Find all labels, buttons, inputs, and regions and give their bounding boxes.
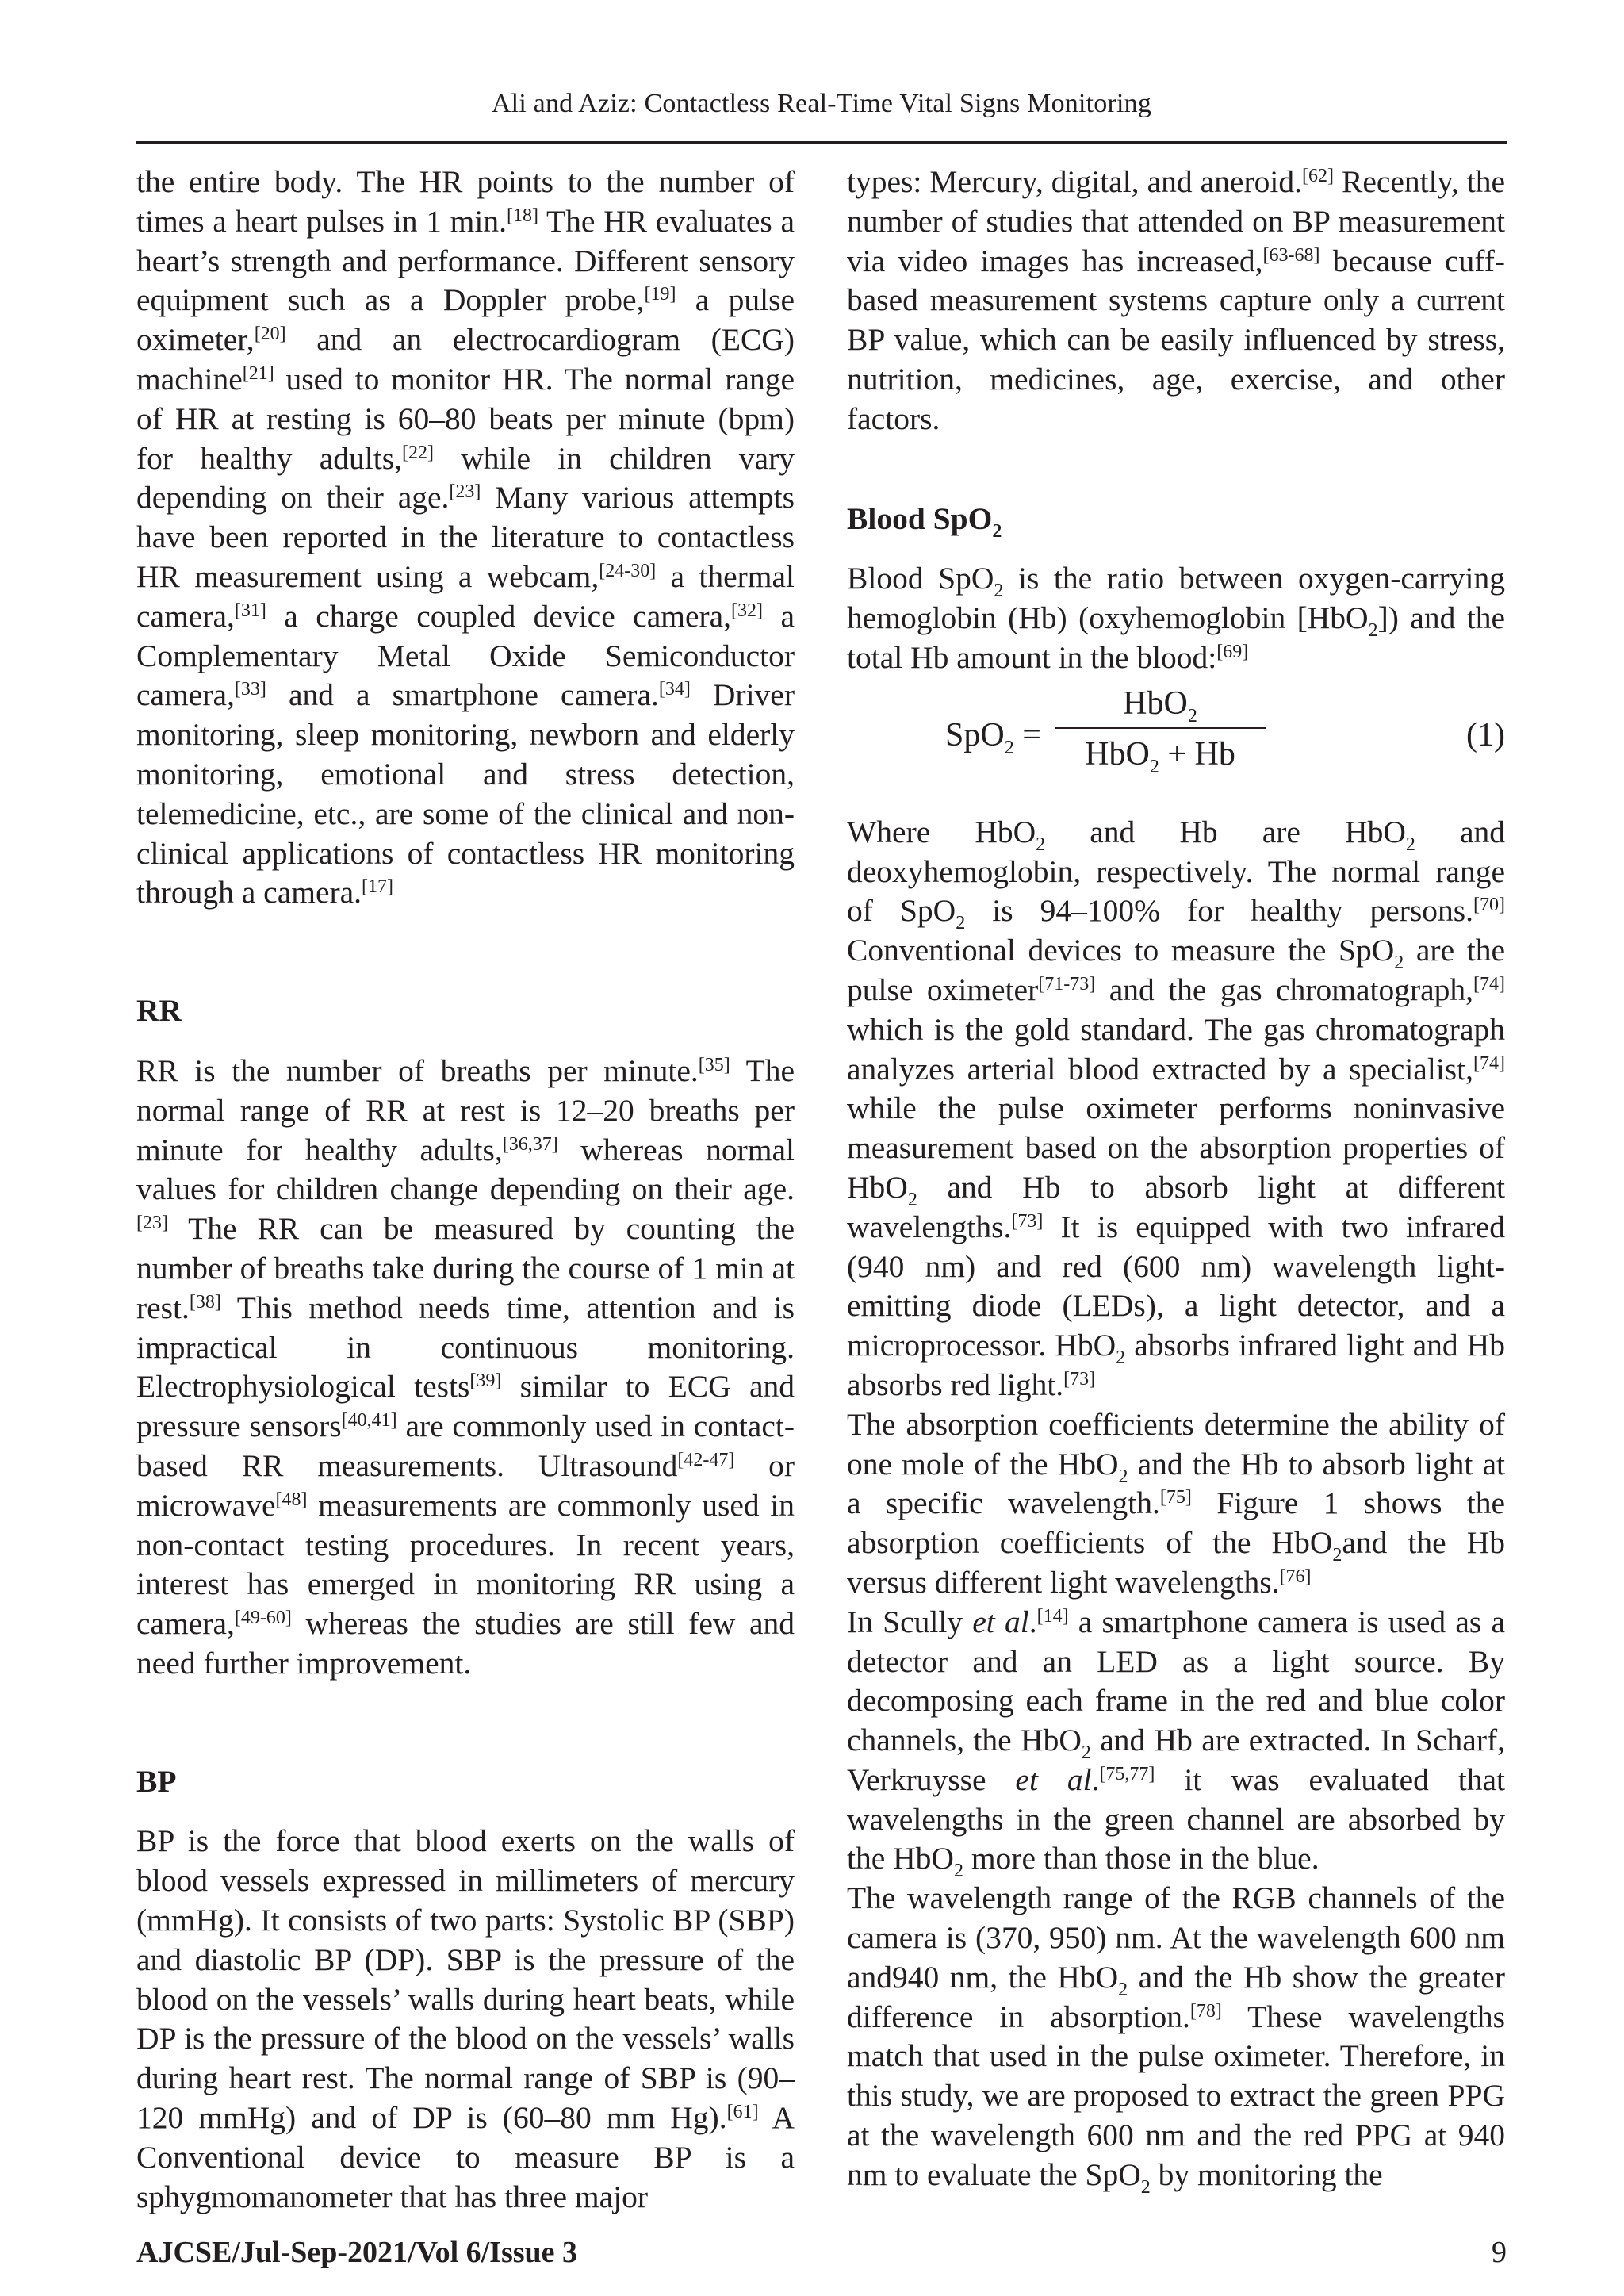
- citation: [38]: [189, 1291, 221, 1313]
- paragraph-absorption: The absorption coefficients determine the ability of one mole of the HbO$_2$ and the Hb to absorb light at a specific wavelength.[75] Figure 1 shows the absorption coefficients of the HbO$_2$and the Hb versus different light wavelengths.[76]: [847, 1406, 1505, 1600]
- paragraph-spo2-def: Blood SpO$_2$ is the ratio between oxygen-carrying hemoglobin (Hb) (oxyhemoglobin [HbO$_2$]) and the total Hb amount in the blood:[69]: [847, 561, 1505, 675]
- citation: [73]: [1063, 1368, 1096, 1389]
- citation: [35]: [698, 1054, 730, 1075]
- citation: [18]: [507, 205, 538, 226]
- citation: [23]: [136, 1213, 168, 1234]
- citation: [49-60]: [234, 1608, 292, 1629]
- citation: [31]: [234, 600, 266, 621]
- citation: [20]: [254, 324, 286, 345]
- header-rule: [136, 141, 1507, 144]
- citation: [61]: [726, 2102, 759, 2123]
- citation: [63-68]: [1262, 244, 1320, 266]
- left-column: [136, 163, 795, 2217]
- section-heading-spo2: Blood SpO$_2$: [847, 500, 1002, 542]
- fraction-bar: [1055, 727, 1266, 729]
- paragraph-bp-cont: types: Mercury, digital, and aneroid.[62] Recently, the number of studies that attended on BP measurement via video images has increased,[63-68] because cuff-based measurement systems capture only a current BP value, which can be easily influenced by stress, nutrition, medicines, age, exercise, and other factors.: [847, 164, 1506, 436]
- citation: [23]: [449, 481, 481, 503]
- citation: [14]: [1036, 1605, 1069, 1627]
- section-heading-bp: BP: [136, 1763, 177, 1799]
- citation: [75,77]: [1099, 1763, 1155, 1784]
- paragraph-rgb-wavelength: The wavelength range of the RGB channels of the camera is (370, 950) nm. At the wavelength 600 nm and940 nm, the HbO$_2$ and the Hb show the greater difference in absorption.[78] These wavelengths match that used in the pulse oximeter. Therefore, in this study, we are proposed to extract the green PPG at the wavelength 600 nm and the red PPG at 940 nm to evaluate the SpO$_2$ by monitoring the: [847, 1880, 1505, 2198]
- paragraph-spo2-devices: Where HbO$_2$ and Hb are HbO$_2$ and deoxyhemoglobin, respectively. The normal range of SpO$_2$ is 94–100% for healthy persons.[70] Conventional devices to measure the SpO$_2$ are the pulse oximeter[71-73] and the gas chromatograph,[74] which is the gold standard. The gas chromatograph analyzes arterial blood extracted by a specialist,[74] while the pulse oximeter performs noninvasive measurement based on the absorption properties of HbO$_2$ and Hb to absorb light at different wavelengths.[73] It is equipped with two infrared (940 nm) and red (600 nm) wavelength light-emitting diode (LEDs), a light detector, and a microprocessor. HbO$_2$ absorbs infrared light and Hb absorbs red light.[73]: [847, 814, 1506, 1402]
- citation: [48]: [275, 1489, 308, 1510]
- citation: [42-47]: [677, 1449, 735, 1470]
- equation-1: [847, 681, 1505, 800]
- citation: [71-73]: [1038, 973, 1096, 995]
- citation: [76]: [1279, 1566, 1312, 1587]
- citation: [32]: [731, 600, 764, 621]
- citation: [22]: [402, 442, 434, 463]
- paragraph-hr: the entire body. The HR points to the number of times a heart pulses in 1 min.[18] The HR evaluates a heart’s strength and performance. Different sensory equipment such as a Doppler probe,[19] a pulse oximeter,[20] and an electrocardiogram (ECG) machine[21] used to monitor HR. The normal range of HR at resting is 60–80 beats per minute (bpm) for healthy adults,[22] while in children vary depending on their age.[23] Many various attempts have been reported in the literature to contactless HR measurement using a webcam,[24-30] a thermal camera,[31] a charge coupled device camera,[32] a Complementary Metal Oxide Semiconductor camera,[33] and a smartphone camera.[34] Driver monitoring, sleep monitoring, newborn and elderly monitoring, emotional and stress detection, telemedicine, etc., are some of the clinical and non-clinical applications of contactless HR monitoring through a camera.[17]: [136, 164, 795, 910]
- citation: [74]: [1473, 973, 1506, 995]
- citation: [33]: [234, 679, 266, 700]
- page-number: 9: [1492, 2236, 1507, 2269]
- citation: [21]: [242, 362, 274, 384]
- equation-denominator: HbO$_2$ + Hb: [1085, 735, 1235, 777]
- equation-fraction: [1055, 683, 1266, 775]
- citation: [36,37]: [502, 1133, 558, 1155]
- citation: [69]: [1216, 641, 1249, 662]
- paragraph-rr: RR is the number of breaths per minute.[35] The normal range of RR at rest is 12–20 breaths per minute for healthy adults,[36,37] whereas normal values for children change depending on their age.[23] The RR can be measured by counting the number of breaths take during the course of 1 min at rest.[38] This method needs time, attention and is impractical in continuous monitoring. Electrophysiological tests[39] similar to ECG and pressure sensors[40,41] are commonly used in contact-based RR measurements. Ultrasound[42-47] or microwave[48] measurements are commonly used in non-contact testing procedures. In recent years, interest has emerged in monitoring RR using a camera,[49-60] whereas the studies are still few and need further improvement.: [136, 1052, 795, 1681]
- footer-journal: AJCSE/Jul-Sep-2021/Vol 6/Issue 3: [136, 2236, 578, 2269]
- equation-numerator: HbO$_2$: [1123, 684, 1197, 726]
- citation: [24-30]: [599, 560, 657, 581]
- citation: [78]: [1189, 2000, 1222, 2022]
- citation: [74]: [1473, 1052, 1505, 1074]
- citation: [39]: [469, 1370, 502, 1392]
- citation: [73]: [1011, 1210, 1044, 1232]
- paragraph-scully: In Scully et al.[14] a smartphone camera is used as a detector and an LED as a light source. By decomposing each frame in the red and blue color channels, the HbO$_2$ and Hb are extracted. In Scharf, Verkruysse et al.[75,77] it was evaluated that wavelengths in the green channel are absorbed by the HbO$_2$ more than those in the blue.: [847, 1604, 1505, 1882]
- citation: [19]: [644, 284, 676, 305]
- section-heading-rr: RR: [136, 993, 182, 1029]
- citation: [70]: [1473, 895, 1505, 916]
- right-column: [847, 163, 1506, 2198]
- citation: [62]: [1301, 166, 1334, 186]
- citation: [40,41]: [341, 1410, 397, 1432]
- citation: [17]: [362, 876, 394, 898]
- paragraph-bp: BP is the force that blood exerts on the walls of blood vessels expressed in millimeters of mercury (mmHg). It consists of two parts: Systolic BP (SBP) and diastolic BP (DP). SBP is the pressure of the blood on the vessels’ walls during heart beats, while DP is the pressure of the blood on the vessels’ walls during heart rest. The normal range of SBP is (90–120 mmHg) and of DP is (60–80 mm Hg).[61] A Conventional device to measure BP is a sphygmomanometer that has three major: [136, 1823, 795, 2214]
- equation-number: (1): [1466, 716, 1505, 753]
- citation: [75]: [1159, 1487, 1192, 1508]
- equation-lhs: SpO$_2$ =: [945, 716, 1041, 758]
- citation: [34]: [658, 679, 691, 700]
- running-head: Ali and Aziz: Contactless Real-Time Vital Signs Monitoring: [491, 89, 1152, 118]
